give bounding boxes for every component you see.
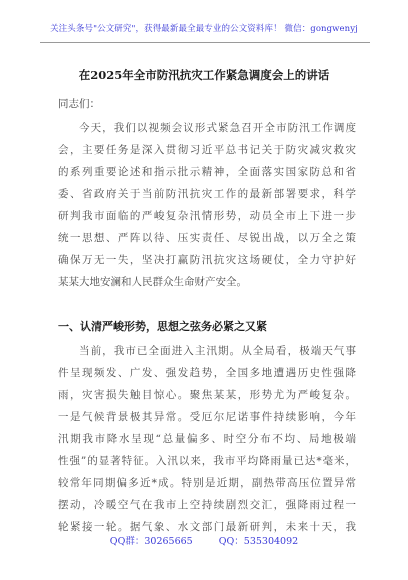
paragraph-line: 确保万无一失，坚决打赢防汛抗灾这场硬仗，全力守护好 [58, 254, 356, 266]
section-heading-1: 一、认清严峻形势，思想之弦务必紧之又紧 [58, 320, 267, 333]
paragraph-2 [58, 340, 356, 538]
header-divider [40, 42, 370, 43]
paragraph-line: 件呈现频发、广发、强发趋势，全国多地遭遇历史性强降 [58, 367, 356, 379]
footer-qq-number: QQ：535304092 [218, 536, 299, 547]
document-title: 在2025年全市防汛抗灾工作紧急调度会上的讲话 [78, 68, 330, 82]
paragraph-line: 当前，我市已全面进入主汛期。从全局看，极端天气事 [79, 345, 356, 357]
footer-qq-group: QQ群：30265665 [109, 536, 193, 547]
paragraph-line: 轮紧接一轮。据气象、水文部门最新研判，未来十天，我 [58, 521, 356, 533]
paragraph-line: 研判我市面临的严峻复杂汛情形势，动员全市上下进一步 [58, 210, 356, 222]
paragraph-line: 的系列重要论述和指示批示精神，全面落实国家防总和省 [58, 166, 356, 178]
paragraph-line: 一是气候背景极其异常。受厄尔尼诺事件持续影响，今年 [58, 411, 356, 423]
paragraph-line: 较常年同期偏多近*成。特别是近期，副热带高压位置异常 [58, 477, 356, 489]
paragraph-line: 今天，我们以视频会议形式紧急召开全市防汛工作调度 [79, 122, 356, 134]
paragraph-line: 性强”的显著特征。入汛以来，我市平均降雨量已达*毫米， [58, 455, 356, 467]
paragraph-line: 摆动，冷暖空气在我市上空持续剧烈交汇，强降雨过程一 [58, 499, 356, 511]
paragraph-line: 统一思想、严阵以待、压实责任、尽锐出战，以万全之策 [58, 232, 356, 244]
paragraph-line: 某某大地安澜和人民群众生命财产安全。 [58, 276, 247, 288]
salutation: 同志们： [58, 98, 100, 110]
paragraph-line: 雨，灾害损失触目惊心。聚焦某某，形势尤为严峻复杂。 [58, 389, 356, 401]
header-promo-note: 关注头条号"公文研究"，获得最新最全最专业的公文资料库！ 微信：gongwenyj [50, 24, 358, 34]
paragraph-line: 汛期我市降水呈现“总量偏多、时空分布不均、局地极端 [58, 433, 356, 445]
footer-contacts [0, 533, 408, 547]
paragraph-1 [58, 117, 356, 293]
paragraph-line: 会，主要任务是深入贯彻习近平总书记关于防灾减灾救灾 [58, 144, 356, 156]
paragraph-line: 委、省政府关于当前防汛抗灾工作的最新部署要求，科学 [58, 188, 356, 200]
